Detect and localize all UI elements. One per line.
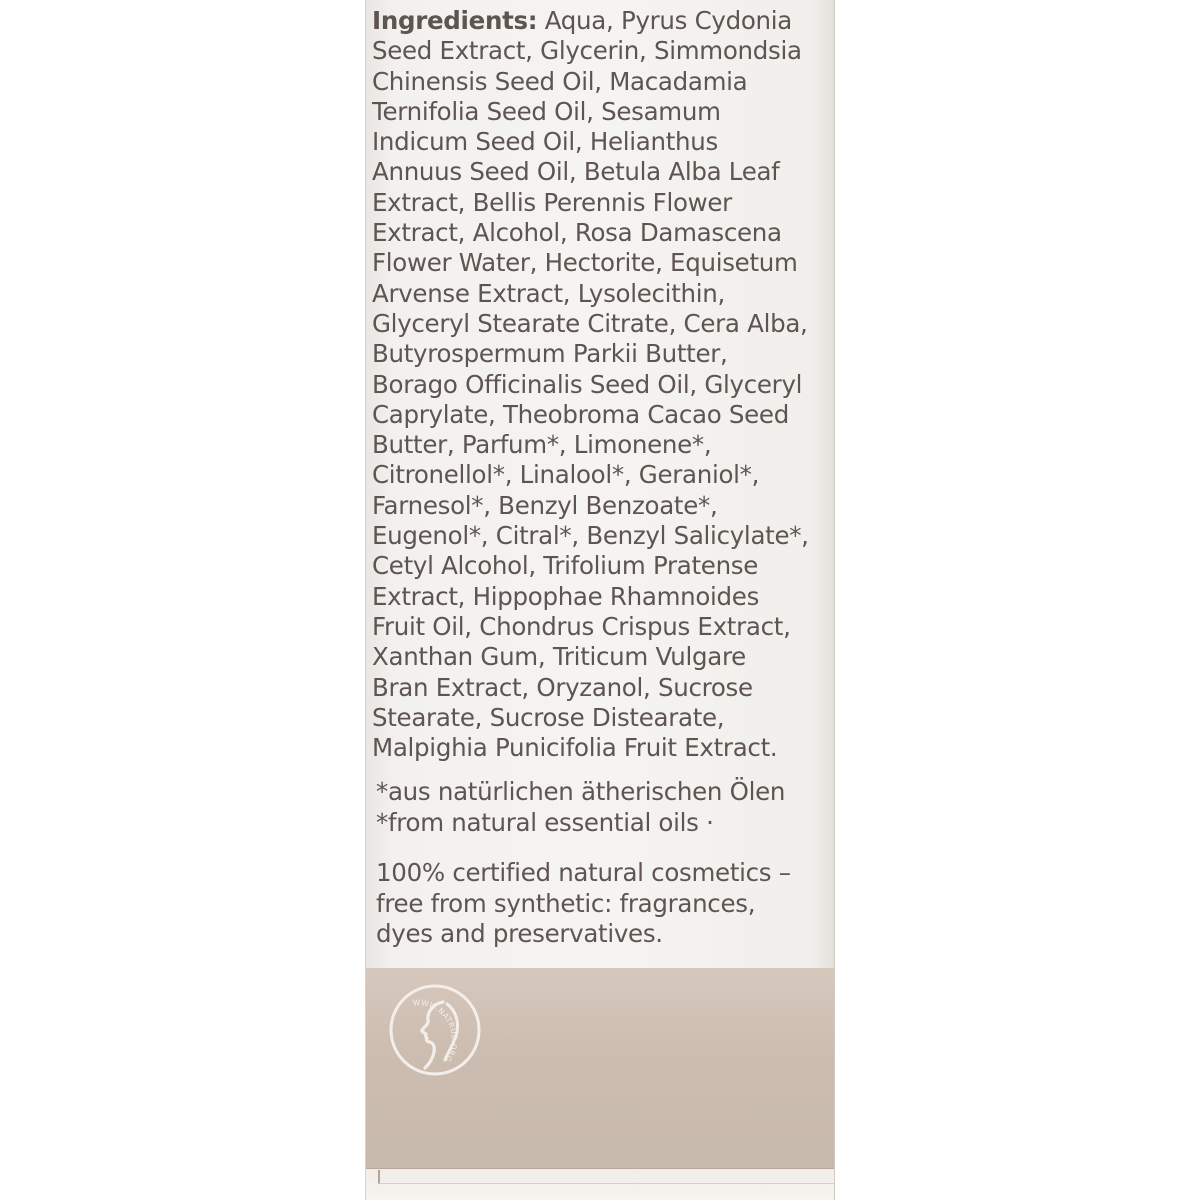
ingredients-line: Extract, Hippophae Rhamnoides [372, 581, 760, 611]
ingredients-line: Fruit Oil, Chondrus Crispus Extract, [372, 611, 791, 641]
footnote-german: *aus natürlichen ätherischen Ölen [376, 777, 786, 806]
ingredients-line: Xanthan Gum, Triticum Vulgare [372, 642, 746, 672]
ingredients-line: Butter, Parfum*, Limonene*, [372, 430, 712, 460]
ingredients-line: Bran Extract, Oryzanol, Sucrose [372, 672, 753, 702]
ingredients-line: Eugenol*, Citral*, Benzyl Salicylate*, [372, 521, 809, 551]
natrue-face-profile-icon [385, 980, 485, 1080]
seal-text: WWW.NATRUE.ORG [412, 998, 459, 1064]
ingredients-line: Ternifolia Seed Oil, Sesamum [372, 96, 721, 126]
ingredients-line: Borago Officinalis Seed Oil, Glyceryl [372, 369, 803, 399]
ingredients-line: Extract, Bellis Perennis Flower [372, 187, 732, 217]
ingredients-line: Glyceryl Stearate Citrate, Cera Alba, [372, 308, 808, 338]
ingredients-line: Malpighia Punicifolia Fruit Extract. [372, 733, 778, 763]
ingredients-line: Stearate, Sucrose Distearate, [372, 702, 725, 732]
ingredients-line: Butyrospermum Parkii Butter, [372, 339, 728, 369]
essential-oils-footnote [376, 777, 826, 838]
ingredients-line: Flower Water, Hectorite, Equisetum [372, 248, 798, 278]
ingredients-line: Seed Extract, Glycerin, Simmondsia [372, 36, 802, 66]
certification-line: dyes and preservatives. [376, 919, 663, 948]
ingredients-line: Farnesol*, Benzyl Benzoate*, [372, 490, 718, 520]
ingredients-line: Indicum Seed Oil, Helianthus [372, 127, 718, 157]
certification-line: free from synthetic: fragrances, [376, 888, 756, 918]
ingredients-line: Chinensis Seed Oil, Macadamia [372, 66, 748, 96]
footnote-english: *from natural essential oils · [376, 807, 714, 837]
ingredients-line: Caprylate, Theobroma Cacao Seed [372, 399, 789, 429]
box-fold-line [378, 1170, 834, 1184]
ingredients-first-line [372, 6, 822, 36]
ingredients-line: Extract, Alcohol, Rosa Damascena [372, 218, 782, 248]
ingredients-line: Arvense Extract, Lysolecithin, [372, 278, 725, 308]
ingredients-line: Cetyl Alcohol, Trifolium Pratense [372, 551, 759, 581]
svg-text:WWW.NATRUE.ORG [409, 986, 471, 1067]
certification-statement [376, 858, 826, 950]
ingredients-list [372, 6, 822, 763]
ingredients-line: Annuus Seed Oil, Betula Alba Leaf [372, 157, 780, 187]
ingredients-line: Citronellol*, Linalool*, Geraniol*, [372, 460, 760, 490]
ingredients-label: Ingredients: [372, 6, 538, 35]
certification-line: 100% certified natural cosmetics – [376, 858, 791, 887]
ingredients-line-text: Aqua, Pyrus Cydonia [537, 6, 792, 35]
